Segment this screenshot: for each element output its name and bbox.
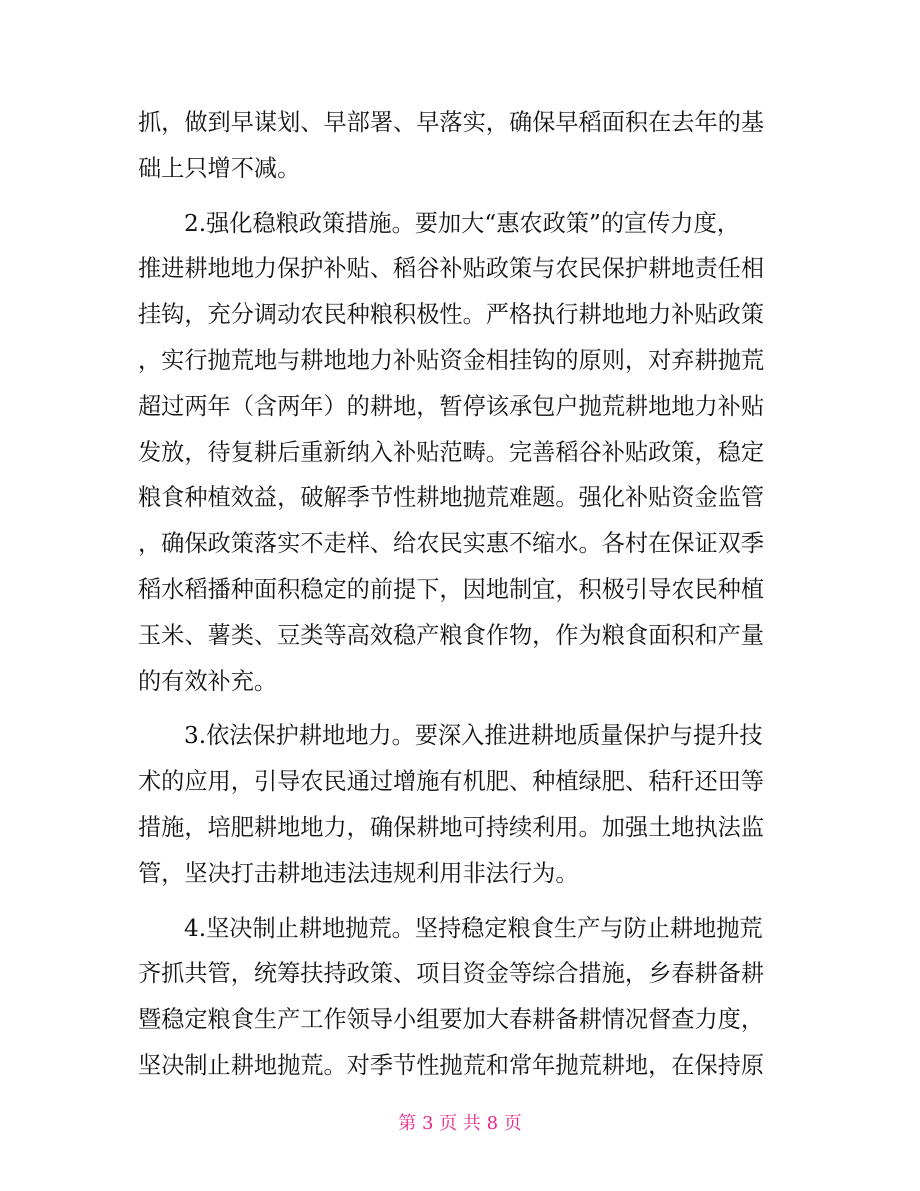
paragraph-4 <box>138 906 788 1089</box>
paragraph-2 <box>138 201 788 705</box>
text-line: 稻水稻播种面积稳定的前提下，因地制宜，积极引导农民种植 <box>138 575 765 603</box>
text-line: 2.强化稳粮政策措施。要加大“惠农政策”的宣传力度， <box>184 209 740 237</box>
paragraph-1 <box>138 100 788 192</box>
text-line: 超过两年（含两年）的耕地，暂停该承包户抛荒耕地地力补贴 <box>138 392 765 420</box>
text-line: 础上只增不减。 <box>138 154 301 182</box>
text-line: 的有效补充。 <box>138 667 278 695</box>
paragraph-3 <box>138 713 788 896</box>
text-line: 坚决制止耕地抛荒。对季节性抛荒和常年抛荒耕地，在保持原 <box>138 1051 765 1079</box>
page-number-footer: 第 3 页 共 8 页 <box>398 1113 522 1134</box>
text-line: 玉米、薯类、豆类等高效稳产粮食作物，作为粮食面积和产量 <box>138 621 765 649</box>
text-line: 发放，待复耕后重新纳入补贴范畴。完善稻谷补贴政策，稳定 <box>138 438 765 466</box>
text-line: 3.依法保护耕地地力。要深入推进耕地质量保护与提升技 <box>184 722 763 750</box>
text-line: 暨稳定粮食生产工作领导小组要加大春耕备耕情况督查力度， <box>138 1006 765 1034</box>
text-line: 推进耕地地力保护补贴、稻谷补贴政策与农民保护耕地责任相 <box>138 255 765 283</box>
document-body <box>138 100 788 1098</box>
text-line: 挂钩，充分调动农民种粮积极性。严格执行耕地地力补贴政策 <box>138 301 765 329</box>
text-line: 抓，做到早谋划、早部署、早落实，确保早稻面积在去年的基 <box>138 109 765 136</box>
text-line: 管，坚决打击耕地违法违规利用非法行为。 <box>138 859 579 887</box>
text-line: ，确保政策落实不走样、给农民实惠不缩水。各村在保证双季 <box>138 530 765 558</box>
text-line: ，实行抛荒地与耕地地力补贴资金相挂钩的原则，对弃耕抛荒 <box>138 346 765 374</box>
text-line: 粮食种植效益，破解季节性耕地抛荒难题。强化补贴资金监管 <box>138 484 765 512</box>
text-line: 术的应用，引导农民通过增施有机肥、种植绿肥、秸秆还田等 <box>138 768 765 796</box>
text-line: 措施，培肥耕地地力，确保耕地可持续利用。加强土地执法监 <box>138 813 765 841</box>
text-line: 齐抓共管，统筹扶持政策、项目资金等综合措施，乡春耕备耕 <box>138 960 765 988</box>
text-line: 4.坚决制止耕地抛荒。坚持稳定粮食生产与防止耕地抛荒 <box>184 914 763 942</box>
